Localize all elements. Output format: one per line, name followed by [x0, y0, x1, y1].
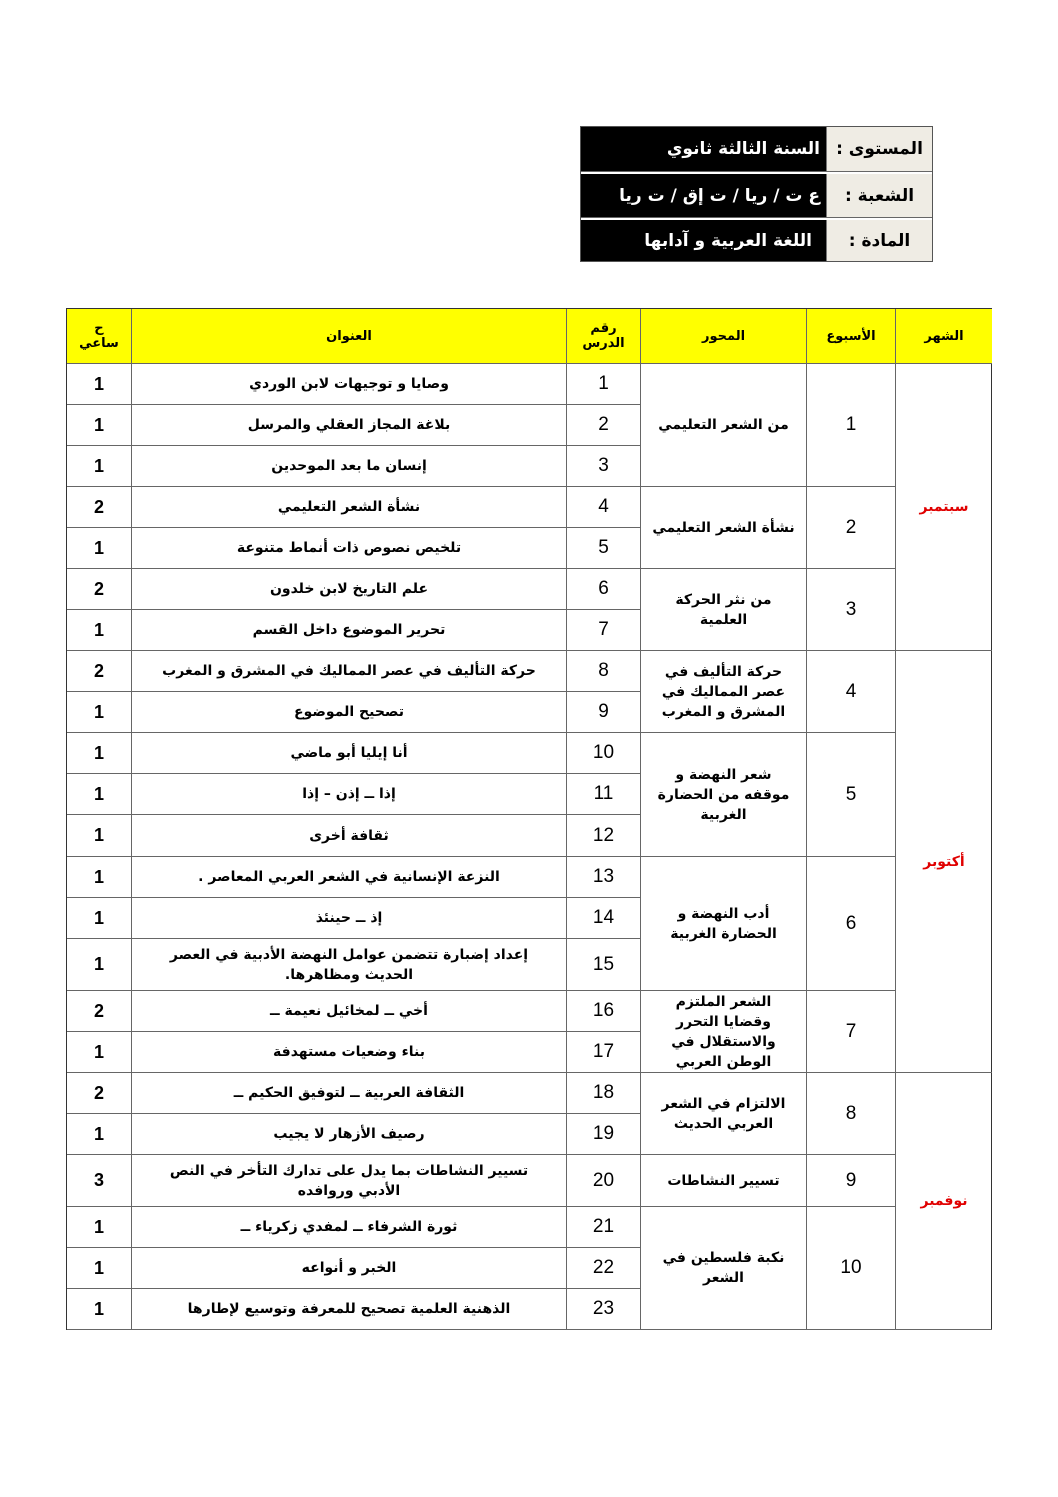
lesson-number: 12: [567, 815, 641, 857]
lesson-title: إذا ــ إذن – إذا: [132, 774, 567, 815]
week-axis: الالتزام في الشعر العربي الحديث: [641, 1073, 807, 1155]
header-week: الأسبوع: [807, 309, 896, 364]
week-axis: من الشعر التعليمي: [641, 364, 807, 487]
lesson-number: 15: [567, 939, 641, 991]
lesson-title: بلاغة المجاز العقلي والمرسل: [132, 405, 567, 446]
lesson-title: تحرير الموضوع داخل القسم: [132, 610, 567, 651]
lesson-hours: 2: [67, 651, 132, 692]
lesson-number: 23: [567, 1289, 641, 1330]
lesson-title: تلخيص نصوص ذات أنماط متنوعة: [132, 528, 567, 569]
lesson-number: 18: [567, 1073, 641, 1114]
week-axis: الشعر الملتزم وقضايا التحرر والاستقلال في الوطن العربي: [641, 991, 807, 1073]
info-row-subject: [581, 220, 932, 261]
lesson-hours: 1: [67, 446, 132, 487]
lesson-title: إذ ــ حينئذ: [132, 898, 567, 939]
lesson-hours: 1: [67, 528, 132, 569]
lesson-title: أخي ــ لمخائيل نعيمة ــ: [132, 991, 567, 1032]
week-axis: نشأة الشعر التعليمي: [641, 487, 807, 569]
lesson-number: 2: [567, 405, 641, 446]
header-hours: ح ساعي: [67, 309, 132, 364]
lesson-number: 19: [567, 1114, 641, 1155]
lesson-title: تسيير النشاطات بما يدل على تدارك التأخر في النص الأدبي وروافده: [132, 1155, 567, 1207]
lesson-title: ثقافة أخرى: [132, 815, 567, 857]
month-label: سبتمبر: [896, 364, 992, 651]
lesson-title: النزعة الإنسانية في الشعر العربي المعاصر .: [132, 857, 567, 898]
lesson-title: إعداد إضبارة تتضمن عوامل النهضة الأدبية في العصر الحديث ومظاهرها.: [132, 939, 567, 991]
week-number: 9: [807, 1155, 896, 1207]
week-number: 3: [807, 569, 896, 651]
header-lesson-no: رقم الدرس: [567, 309, 641, 364]
lesson-hours: 1: [67, 1289, 132, 1330]
info-divider: [581, 217, 932, 218]
week-axis: أدب النهضة و الحضارة الغربية: [641, 857, 807, 991]
lesson-hours: 2: [67, 487, 132, 528]
schedule-table: [66, 308, 992, 1330]
lesson-title: بناء وضعيات مستهدفة: [132, 1032, 567, 1073]
lesson-hours: 1: [67, 692, 132, 733]
lesson-title: ثورة الشرفاء ــ لمفدي زكرياء ــ: [132, 1207, 567, 1248]
lesson-hours: 1: [67, 733, 132, 774]
info-row-level: [581, 127, 932, 171]
lesson-title: الذهنية العلمية تصحيح للمعرفة وتوسيع لإطارها: [132, 1289, 567, 1330]
lesson-number: 7: [567, 610, 641, 651]
header-month: الشهر: [896, 309, 992, 364]
week-axis: نكبة فلسطين في الشعر: [641, 1207, 807, 1330]
stream-value: ع ت / ريا / ت إق / ت ريا: [581, 174, 826, 217]
lesson-hours: 3: [67, 1155, 132, 1207]
lesson-title: رصيف الأزهار لا يجيب: [132, 1114, 567, 1155]
week-axis: حركة التأليف في عصر المماليك في المشرق و المغرب: [641, 651, 807, 733]
lesson-title: حركة التأليف في عصر المماليك في المشرق و المغرب: [132, 651, 567, 692]
lesson-hours: 2: [67, 569, 132, 610]
lesson-hours: 1: [67, 1114, 132, 1155]
lesson-number: 4: [567, 487, 641, 528]
lesson-title: أنا إيليا أبو ماضي: [132, 733, 567, 774]
level-value: السنة الثالثة ثانوي: [581, 127, 826, 171]
week-number: 1: [807, 364, 896, 487]
lesson-hours: 2: [67, 1073, 132, 1114]
lesson-title: نشأة الشعر التعليمي: [132, 487, 567, 528]
week-number: 8: [807, 1073, 896, 1155]
lesson-hours: 1: [67, 610, 132, 651]
lesson-number: 17: [567, 1032, 641, 1073]
lesson-hours: 2: [67, 991, 132, 1032]
week-number: 10: [807, 1207, 896, 1330]
lesson-number: 6: [567, 569, 641, 610]
week-number: 5: [807, 733, 896, 857]
lesson-number: 3: [567, 446, 641, 487]
lesson-hours: 1: [67, 1248, 132, 1289]
lesson-number: 13: [567, 857, 641, 898]
lesson-title: علم التاريخ لابن خلدون: [132, 569, 567, 610]
lesson-number: 9: [567, 692, 641, 733]
lesson-number: 11: [567, 774, 641, 815]
week-number: 2: [807, 487, 896, 569]
lesson-number: 20: [567, 1155, 641, 1207]
lesson-hours: 1: [67, 857, 132, 898]
lesson-number: 21: [567, 1207, 641, 1248]
lesson-number: 10: [567, 733, 641, 774]
week-axis: تسيير النشاطات: [641, 1155, 807, 1207]
lesson-number: 8: [567, 651, 641, 692]
level-label: المستوى :: [826, 127, 932, 171]
lesson-title: وصايا و توجيهات لابن الوردي: [132, 364, 567, 405]
subject-label: المادة :: [826, 220, 932, 261]
lesson-title: الخبر و أنواعه: [132, 1248, 567, 1289]
lesson-hours: 1: [67, 898, 132, 939]
week-number: 4: [807, 651, 896, 733]
week-axis: شعر النهضة و موقفه من الحضارة الغربية: [641, 733, 807, 857]
lesson-number: 1: [567, 364, 641, 405]
lesson-number: 5: [567, 528, 641, 569]
lesson-number: 14: [567, 898, 641, 939]
lesson-hours: 1: [67, 815, 132, 857]
lesson-hours: 1: [67, 1032, 132, 1073]
lesson-hours: 1: [67, 364, 132, 405]
lesson-hours: 1: [67, 1207, 132, 1248]
info-box: [580, 126, 933, 262]
lesson-number: 16: [567, 991, 641, 1032]
lesson-number: 22: [567, 1248, 641, 1289]
month-label: نوفمبر: [896, 1073, 992, 1330]
lesson-hours: 1: [67, 774, 132, 815]
lesson-title: إنسان ما بعد الموحدين: [132, 446, 567, 487]
month-label: أكتوبر: [896, 651, 992, 1073]
lesson-hours: 1: [67, 939, 132, 991]
lesson-title: الثقافة العربية ــ لتوفيق الحكيم ــ: [132, 1073, 567, 1114]
stream-label: الشعبة :: [826, 174, 932, 217]
header-title: العنوان: [132, 309, 567, 364]
week-number: 6: [807, 857, 896, 991]
lesson-title: تصحيح الموضوع: [132, 692, 567, 733]
info-divider: [581, 171, 932, 172]
subject-value: اللغة العربية و آدابها: [581, 220, 826, 261]
week-number: 7: [807, 991, 896, 1073]
week-axis: من نثر الحركة العلمية: [641, 569, 807, 651]
lesson-hours: 1: [67, 405, 132, 446]
info-row-stream: [581, 174, 932, 217]
header-axis: المحور: [641, 309, 807, 364]
